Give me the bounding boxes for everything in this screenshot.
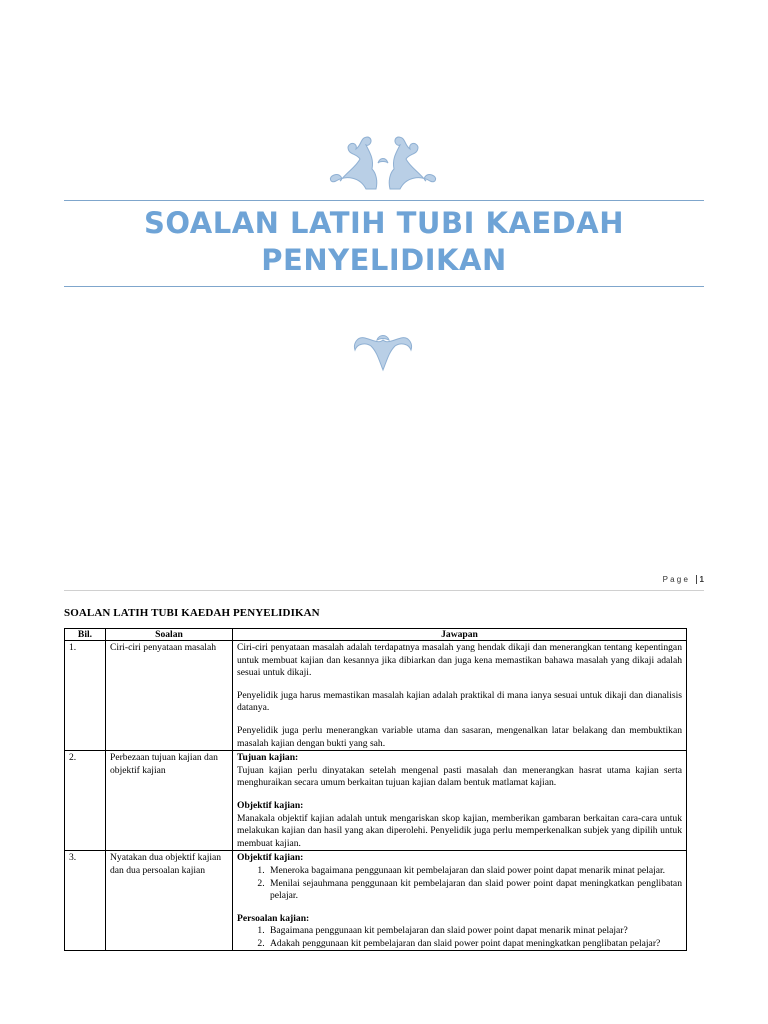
answer-paragraph: Penyelidik juga harus memastikan masalah kajian adalah praktikal di mana ianya sesuai untuk dikaji dan dianalisis datanya. <box>237 689 682 714</box>
answer-subheading: Persoalan kajian: <box>237 912 310 924</box>
row-number: 1. <box>65 641 106 751</box>
question-cell: Nyatakan dua objektif kajian dan dua persoalan kajian <box>106 851 233 951</box>
objective-list <box>237 865 682 903</box>
table-row <box>65 641 687 751</box>
table-row <box>65 851 687 951</box>
floral-ornament-top-icon <box>326 133 440 191</box>
title-rule-top <box>64 200 704 201</box>
page-break-line <box>64 590 704 591</box>
answer-section <box>237 800 682 850</box>
page-title <box>64 205 704 279</box>
footer-separator <box>696 575 697 584</box>
column-header-soalan: Soalan <box>106 629 233 641</box>
answer-subheading: Objektif kajian: <box>237 799 304 811</box>
list-item: 2. Menilai sejauhmana penggunaan kit pembelajaran dan slaid power point dapat meningkatkan penglibatan pelajar. <box>267 878 682 903</box>
page-number: 1 <box>699 575 704 584</box>
question-list <box>237 925 682 950</box>
question-cell: Ciri-ciri penyataan masalah <box>106 641 233 751</box>
row-number: 2. <box>65 751 106 851</box>
title-line-1: SOALAN LATIH TUBI KAEDAH <box>144 206 624 240</box>
answer-cell <box>233 641 687 751</box>
floral-ornament-divider-icon <box>351 330 415 372</box>
answer-paragraph: Manakala objektif kajian adalah untuk mengariskan skop kajian, memberikan gambaran berkaitan cara-cara untuk melakukan kajian dan hasil yang akan diperolehi. Penyelidik juga perlu memperkenalkan subjek yang dipilih untuk membuat kajian. <box>237 812 682 849</box>
list-item: 1. Meneroka bagaimana penggunaan kit pembelajaran dan slaid power point dapat menarik minat pelajar. <box>267 865 682 878</box>
table-row <box>65 751 687 851</box>
list-item: 1. Bagaimana penggunaan kit pembelajaran dan slaid power point dapat menarik minat pelajar? <box>267 925 682 938</box>
answer-section <box>237 752 682 790</box>
document-heading: SOALAN LATIH TUBI KAEDAH PENYELIDIKAN <box>64 607 320 619</box>
qa-table <box>64 628 687 951</box>
answer-subheading: Tujuan kajian: <box>237 752 299 764</box>
question-cell: Perbezaan tujuan kajian dan objektif kajian <box>106 751 233 851</box>
answer-paragraph: Ciri-ciri penyataan masalah adalah terdapatnya masalah yang hendak dikaji dan menerangkan tentang kepentingan untuk membuat kajian dan kesannya jika dibiarkan dan juga kena memastikan bahawa masalah yang dikaji adalah sesuai untuk dikaji. <box>237 642 682 679</box>
answer-paragraph: Penyelidik juga perlu menerangkan variable utama dan sasaran, mengenalkan latar belakang dan membuktikan masalah kajian dengan bukti yang sah. <box>237 724 682 749</box>
list-item: 2. Adakah penggunaan kit pembelajaran dan slaid power point dapat meningkatkan penglibatan pelajar? <box>267 938 682 951</box>
column-header-jawapan: Jawapan <box>233 629 687 641</box>
page-number-footer <box>663 575 704 584</box>
row-number: 3. <box>65 851 106 951</box>
answer-subheading: Objektif kajian: <box>237 852 304 864</box>
answer-cell <box>233 751 687 851</box>
page-label: Page <box>662 575 691 584</box>
answer-paragraph: Tujuan kajian perlu dinyatakan setelah mengenal pasti masalah dan menerangkan hasrat utama kajian serta menghuraikan secara umum berkaitan tujuan kajian dalam bentuk matlamat kajian. <box>237 764 682 789</box>
title-rule-bottom <box>64 286 704 287</box>
table-header-row <box>65 629 687 641</box>
title-line-2: PENYELIDIKAN <box>261 243 507 277</box>
answer-cell <box>233 851 687 951</box>
column-header-bil: Bil. <box>65 629 106 641</box>
